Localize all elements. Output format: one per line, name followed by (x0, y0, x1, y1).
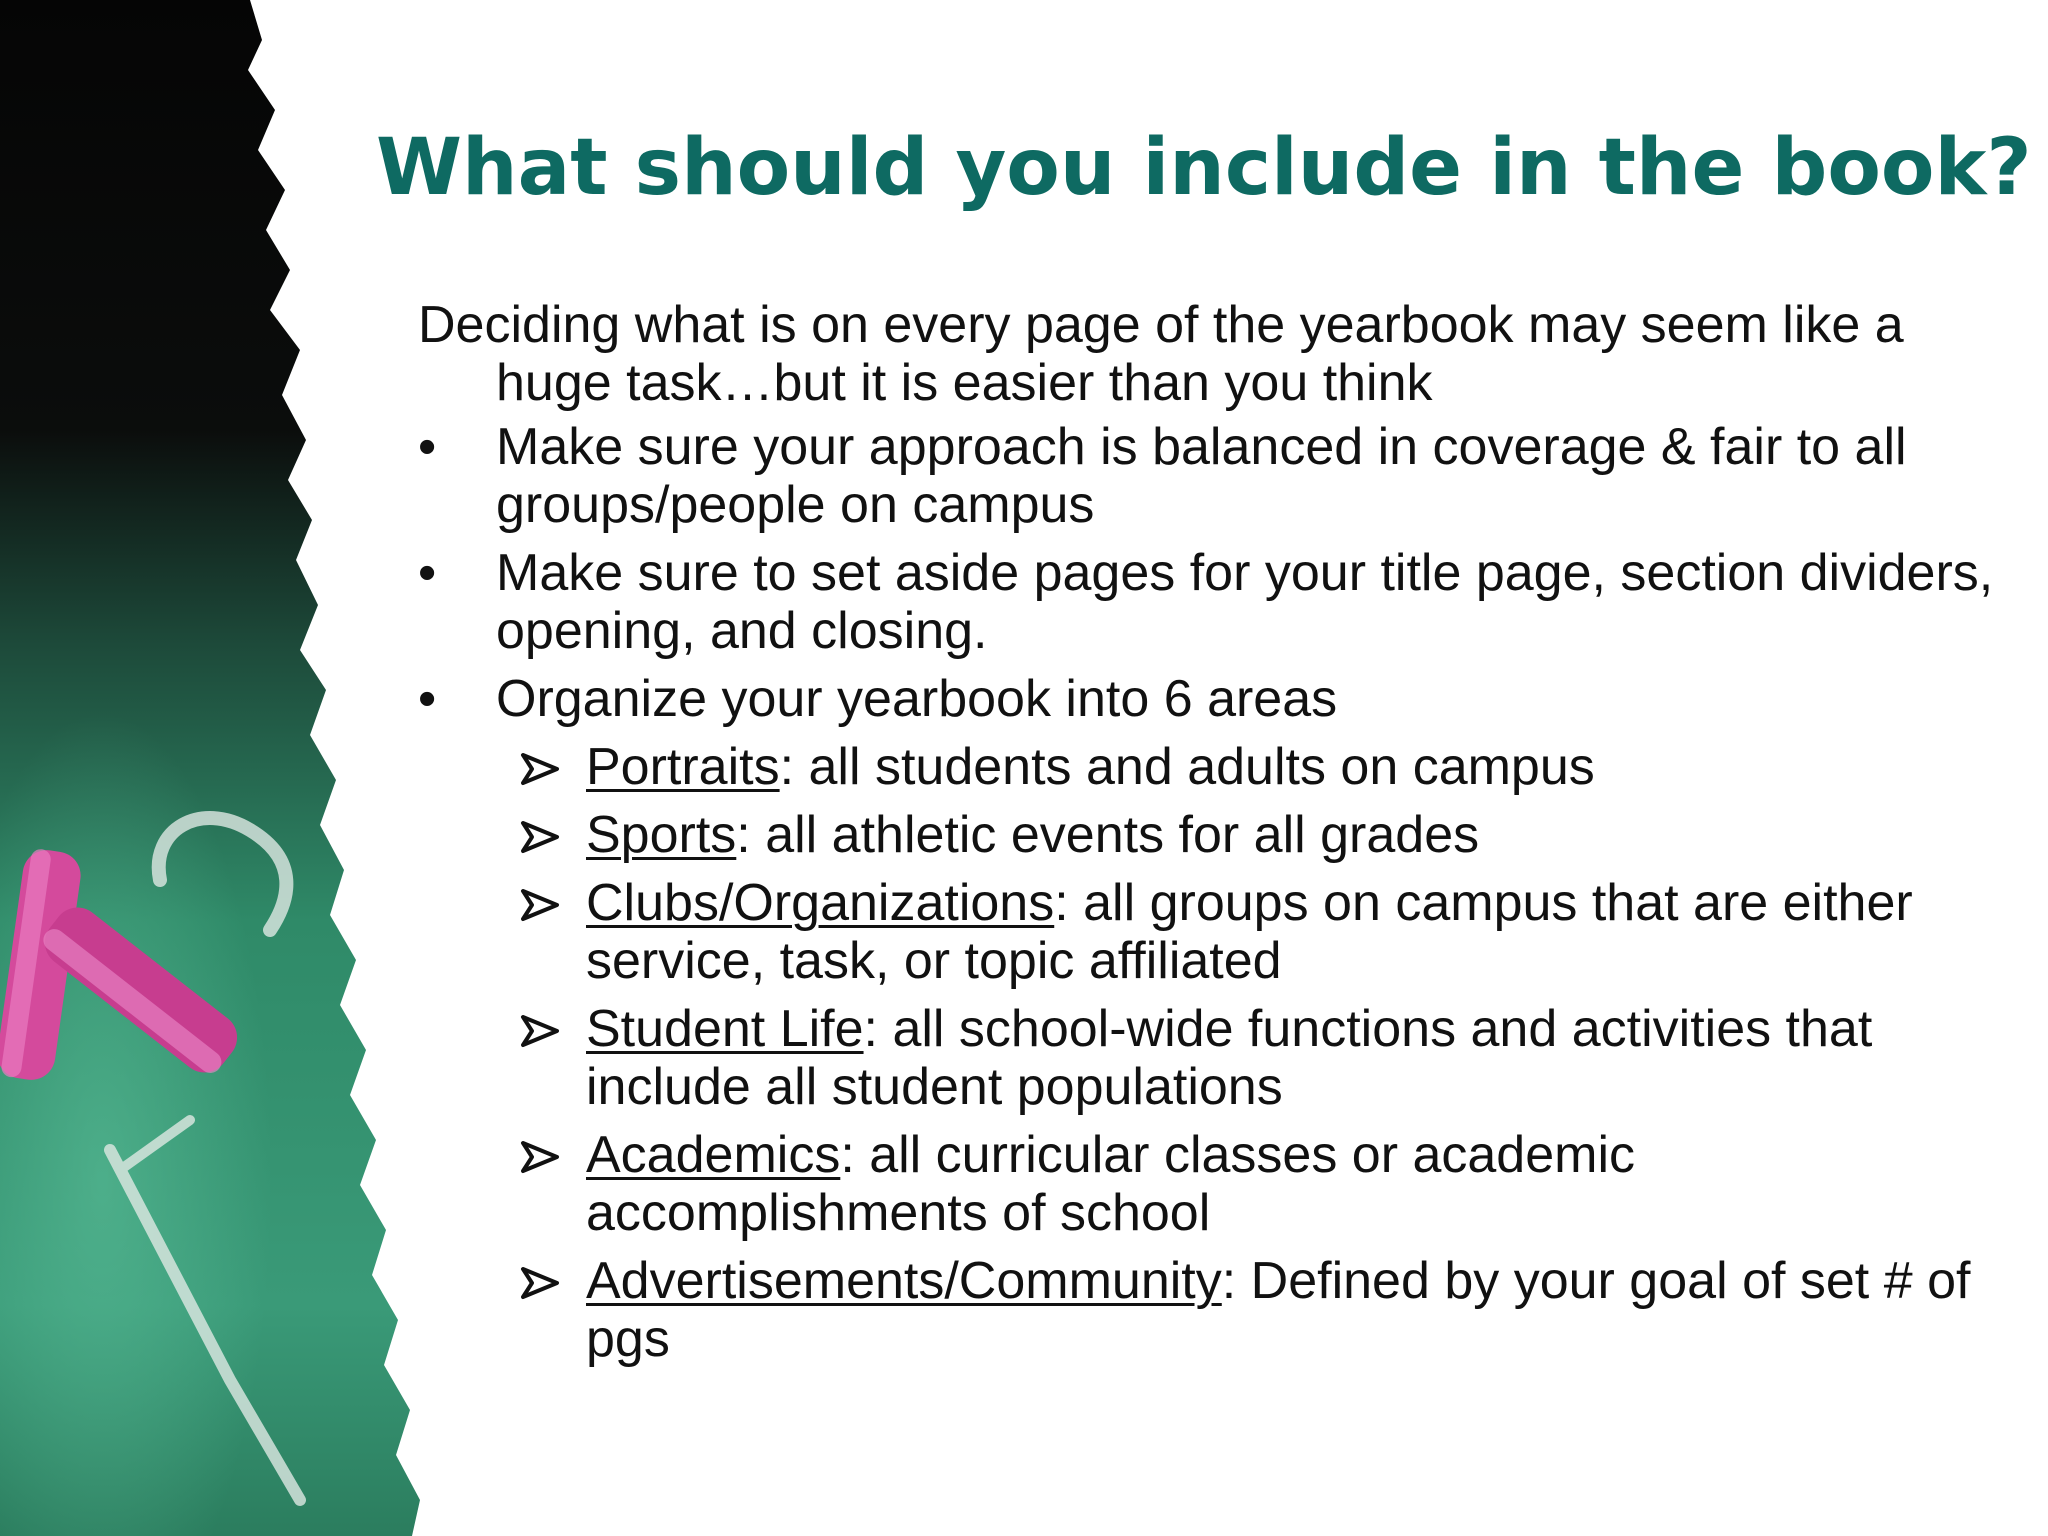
bullet-item (418, 544, 2018, 660)
area-item-academics (418, 1126, 2018, 1242)
bullet-dot: • (418, 418, 437, 476)
bullet-item (418, 418, 2018, 534)
area-item-sports (418, 806, 2018, 864)
bullet-text: Make sure your approach is balanced in coverage & fair to all groups/people on campus (496, 418, 1907, 534)
chalkboard-image (0, 0, 460, 1536)
arrow-bullet-icon (520, 1266, 560, 1300)
bullet-text: Organize your yearbook into 6 areas (496, 670, 1338, 728)
area-item-portraits (418, 738, 2018, 796)
area-term: Sports (586, 806, 737, 864)
arrow-bullet-icon (520, 752, 560, 786)
slide-title: What should you include in the book? (376, 123, 2032, 213)
arrow-bullet-icon (520, 820, 560, 854)
bullet-text: Make sure to set aside pages for your title page, section dividers, opening, and closing. (496, 544, 1994, 660)
bullet-dot: • (418, 544, 437, 602)
area-term: Clubs/Organizations (586, 874, 1055, 932)
area-desc: : all athletic events for all grades (736, 806, 1480, 864)
arrow-bullet-icon (520, 888, 560, 922)
bullet-item (418, 670, 2018, 728)
bullet-dot: • (418, 670, 437, 728)
area-item-student-life (418, 1000, 2018, 1116)
intro-text: Deciding what is on every page of the yearbook may seem like a huge task…but it is easier than you think (418, 296, 1904, 412)
area-term: Academics (586, 1126, 841, 1184)
area-term: Advertisements/Community (586, 1252, 1222, 1310)
arrow-bullet-icon (520, 1140, 560, 1174)
slide-body (418, 296, 2018, 1378)
area-desc: : all groups on campus that are either service, task, or topic affiliated (586, 874, 1913, 990)
area-item-clubs (418, 874, 2018, 990)
area-desc: : all students and adults on campus (779, 738, 1595, 796)
area-desc: : Defined by your goal of set # of pgs (586, 1252, 1971, 1368)
area-term: Portraits (586, 738, 780, 796)
area-term: Student Life (586, 1000, 864, 1058)
area-desc: : all school-wide functions and activities that include all student populations (586, 1000, 1873, 1116)
area-item-advertisements (418, 1252, 2018, 1368)
arrow-bullet-icon (520, 1014, 560, 1048)
area-desc: : all curricular classes or academic accomplishments of school (586, 1126, 1636, 1242)
